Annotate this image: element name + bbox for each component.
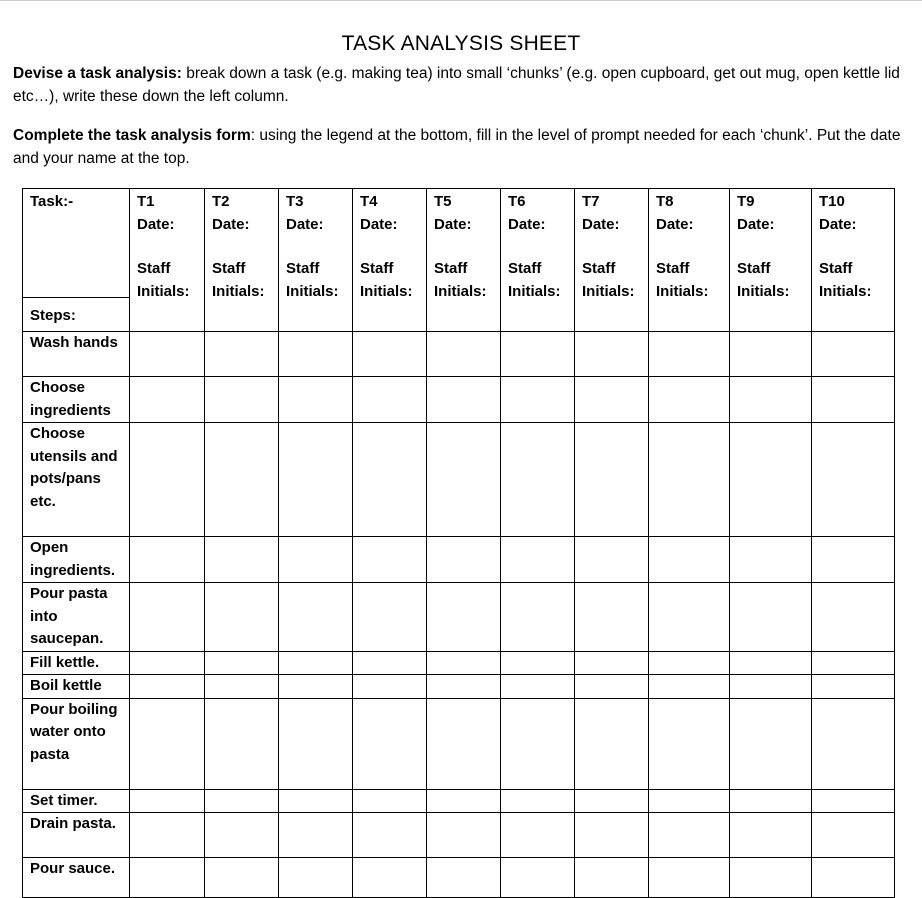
prompt-level-cell[interactable] <box>279 651 353 675</box>
prompt-level-cell[interactable] <box>730 332 812 377</box>
task-label: Task:- <box>30 193 74 210</box>
prompt-level-cell[interactable] <box>353 377 427 423</box>
staff-label: Staff <box>819 260 853 277</box>
prompt-level-cell[interactable] <box>205 651 279 675</box>
date-label: Date: <box>656 215 694 233</box>
steps-cell <box>23 298 130 332</box>
prompt-level-cell[interactable] <box>130 789 205 813</box>
step-label-cell <box>23 651 130 675</box>
prompt-level-cell[interactable] <box>575 332 649 377</box>
prompt-level-cell[interactable] <box>649 423 730 537</box>
initials-label: Initials: <box>582 282 635 300</box>
prompt-level-cell[interactable] <box>730 423 812 537</box>
instruction-devise-text: break down a task (e.g. making tea) into small ‘chunks’ (e.g. open cupboard, get out mug, open kettle lid etc…), write these down the left column. <box>13 65 900 105</box>
step-label-cell <box>23 377 130 423</box>
trial-header-cell[interactable] <box>427 189 501 332</box>
step-label: Pour boiling water onto pasta <box>30 700 118 763</box>
prompt-level-cell[interactable] <box>279 789 353 813</box>
step-row <box>23 651 895 675</box>
prompt-level-cell[interactable] <box>730 813 812 858</box>
step-label: Wash hands <box>30 334 118 351</box>
instruction-devise-heading: Devise a task analysis: <box>13 65 182 82</box>
prompt-level-cell[interactable] <box>501 675 575 699</box>
trial-header-cell[interactable] <box>130 189 205 332</box>
prompt-level-cell[interactable] <box>130 651 205 675</box>
trial-header-cell[interactable] <box>649 189 730 332</box>
prompt-level-cell[interactable] <box>575 789 649 813</box>
prompt-level-cell[interactable] <box>575 377 649 423</box>
step-label: Choose ingredients <box>30 379 111 419</box>
staff-label: Staff <box>360 260 394 277</box>
step-row <box>23 332 895 377</box>
prompt-level-cell[interactable] <box>130 813 205 858</box>
step-label: Set timer. <box>30 791 98 809</box>
prompt-level-cell[interactable] <box>130 698 205 789</box>
date-label: Date: <box>582 215 620 233</box>
trial-label: T3 <box>286 193 304 210</box>
prompt-level-cell[interactable] <box>353 789 427 813</box>
prompt-level-cell[interactable] <box>812 423 895 537</box>
prompt-level-cell[interactable] <box>730 675 812 699</box>
step-label-cell <box>23 675 130 699</box>
prompt-level-cell[interactable] <box>427 332 501 377</box>
step-label-cell <box>23 789 130 813</box>
staff-label: Staff <box>137 260 171 277</box>
top-border-line <box>0 0 922 1</box>
staff-label: Staff <box>582 260 616 277</box>
page-title: TASK ANALYSIS SHEET <box>341 32 581 55</box>
date-label: Date: <box>212 215 250 233</box>
prompt-level-cell[interactable] <box>130 423 205 537</box>
staff-label: Staff <box>434 260 468 277</box>
prompt-level-cell[interactable] <box>353 813 427 858</box>
prompt-level-cell[interactable] <box>427 813 501 858</box>
instruction-complete <box>13 124 908 170</box>
prompt-level-cell[interactable] <box>730 651 812 675</box>
prompt-level-cell[interactable] <box>279 698 353 789</box>
prompt-level-cell[interactable] <box>575 698 649 789</box>
step-label: Fill kettle. <box>30 653 100 671</box>
prompt-level-cell[interactable] <box>812 698 895 789</box>
staff-label: Staff <box>737 260 771 277</box>
trial-header-cell[interactable] <box>279 189 353 332</box>
prompt-level-cell[interactable] <box>205 537 279 583</box>
prompt-level-cell[interactable] <box>427 789 501 813</box>
prompt-level-cell[interactable] <box>279 332 353 377</box>
prompt-level-cell[interactable] <box>575 583 649 652</box>
staff-label: Staff <box>212 260 246 277</box>
trial-header-cell[interactable] <box>575 189 649 332</box>
task-analysis-table <box>22 188 895 898</box>
step-label-cell <box>23 583 130 652</box>
date-label: Date: <box>360 215 398 233</box>
prompt-level-cell[interactable] <box>427 423 501 537</box>
step-label: Open ingredients. <box>30 539 116 579</box>
prompt-level-cell[interactable] <box>205 789 279 813</box>
trial-label: T9 <box>737 193 755 210</box>
prompt-level-cell[interactable] <box>812 813 895 858</box>
prompt-level-cell[interactable] <box>130 537 205 583</box>
prompt-level-cell[interactable] <box>812 675 895 699</box>
initials-label: Initials: <box>434 282 487 300</box>
staff-label: Staff <box>508 260 542 277</box>
prompt-level-cell[interactable] <box>575 675 649 699</box>
step-label: Drain pasta. <box>30 815 116 832</box>
prompt-level-cell[interactable] <box>353 583 427 652</box>
date-label: Date: <box>819 215 857 233</box>
prompt-level-cell[interactable] <box>649 651 730 675</box>
initials-label: Initials: <box>737 282 790 300</box>
task-cell[interactable] <box>23 189 130 298</box>
step-label-cell <box>23 537 130 583</box>
step-row <box>23 537 895 583</box>
prompt-level-cell[interactable] <box>575 423 649 537</box>
prompt-level-cell[interactable] <box>205 332 279 377</box>
prompt-level-cell[interactable] <box>649 377 730 423</box>
prompt-level-cell[interactable] <box>649 583 730 652</box>
date-label: Date: <box>508 215 546 233</box>
staff-label: Staff <box>656 260 690 277</box>
prompt-level-cell[interactable] <box>730 377 812 423</box>
trial-header-cell[interactable] <box>353 189 427 332</box>
trial-header-cell[interactable] <box>812 189 895 332</box>
instruction-complete-heading: Complete the task analysis form <box>13 127 251 144</box>
header-row <box>23 189 895 298</box>
step-row <box>23 675 895 699</box>
step-row <box>23 423 895 537</box>
prompt-level-cell[interactable] <box>353 332 427 377</box>
steps-label: Steps: <box>30 307 76 324</box>
prompt-level-cell[interactable] <box>575 651 649 675</box>
date-label: Date: <box>137 215 175 233</box>
step-row <box>23 789 895 813</box>
prompt-level-cell[interactable] <box>130 377 205 423</box>
trial-label: T6 <box>508 193 526 210</box>
prompt-level-cell[interactable] <box>427 698 501 789</box>
initials-label: Initials: <box>819 282 872 300</box>
prompt-level-cell[interactable] <box>501 813 575 858</box>
prompt-level-cell[interactable] <box>812 332 895 377</box>
prompt-level-cell[interactable] <box>205 423 279 537</box>
prompt-level-cell[interactable] <box>730 698 812 789</box>
step-label-cell <box>23 698 130 789</box>
trial-header-cell[interactable] <box>730 189 812 332</box>
step-label: Pour pasta into saucepan. <box>30 585 108 647</box>
date-label: Date: <box>286 215 324 233</box>
step-row <box>23 377 895 423</box>
prompt-level-cell[interactable] <box>353 698 427 789</box>
trial-label: T1 <box>137 193 155 210</box>
prompt-level-cell[interactable] <box>575 537 649 583</box>
trial-label: T10 <box>819 193 845 210</box>
prompt-level-cell[interactable] <box>130 332 205 377</box>
trial-label: T4 <box>360 193 378 210</box>
step-label: Boil kettle <box>30 677 102 694</box>
step-label-cell <box>23 423 130 537</box>
trial-label: T8 <box>656 193 674 210</box>
prompt-level-cell[interactable] <box>279 377 353 423</box>
prompt-level-cell[interactable] <box>205 583 279 652</box>
prompt-level-cell[interactable] <box>353 651 427 675</box>
prompt-level-cell[interactable] <box>649 813 730 858</box>
prompt-level-cell[interactable] <box>427 583 501 652</box>
step-label-cell <box>23 332 130 377</box>
prompt-level-cell[interactable] <box>279 813 353 858</box>
step-label: Choose utensils and pots/pans etc. <box>30 425 118 510</box>
initials-label: Initials: <box>137 282 190 300</box>
prompt-level-cell[interactable] <box>649 537 730 583</box>
prompt-level-cell[interactable] <box>353 675 427 699</box>
prompt-level-cell[interactable] <box>501 698 575 789</box>
prompt-level-cell[interactable] <box>279 675 353 699</box>
prompt-level-cell[interactable] <box>205 813 279 858</box>
prompt-level-cell[interactable] <box>427 377 501 423</box>
prompt-level-cell[interactable] <box>812 583 895 652</box>
initials-label: Initials: <box>286 282 339 300</box>
prompt-level-cell[interactable] <box>427 675 501 699</box>
prompt-level-cell[interactable] <box>501 377 575 423</box>
prompt-level-cell[interactable] <box>205 698 279 789</box>
prompt-level-cell[interactable] <box>279 423 353 537</box>
prompt-level-cell[interactable] <box>130 583 205 652</box>
prompt-level-cell[interactable] <box>649 789 730 813</box>
instruction-devise <box>13 62 908 108</box>
step-label: Pour sauce. <box>30 860 116 877</box>
prompt-level-cell[interactable] <box>649 698 730 789</box>
prompt-level-cell[interactable] <box>279 583 353 652</box>
staff-label: Staff <box>286 260 320 277</box>
initials-label: Initials: <box>212 282 265 300</box>
date-label: Date: <box>737 215 775 233</box>
prompt-level-cell[interactable] <box>730 537 812 583</box>
trial-label: T5 <box>434 193 452 210</box>
step-row <box>23 583 895 652</box>
prompt-level-cell[interactable] <box>501 332 575 377</box>
prompt-level-cell[interactable] <box>501 537 575 583</box>
prompt-level-cell[interactable] <box>501 789 575 813</box>
prompt-level-cell[interactable] <box>649 332 730 377</box>
prompt-level-cell[interactable] <box>279 537 353 583</box>
prompt-level-cell[interactable] <box>130 675 205 699</box>
trial-header-cell[interactable] <box>205 189 279 332</box>
prompt-level-cell[interactable] <box>427 537 501 583</box>
step-row <box>23 698 895 789</box>
prompt-level-cell[interactable] <box>501 651 575 675</box>
initials-label: Initials: <box>656 282 709 300</box>
prompt-level-cell[interactable] <box>812 789 895 813</box>
initials-label: Initials: <box>360 282 413 300</box>
prompt-level-cell[interactable] <box>205 377 279 423</box>
prompt-level-cell[interactable] <box>353 537 427 583</box>
prompt-level-cell[interactable] <box>812 377 895 423</box>
trial-label: T7 <box>582 193 600 210</box>
prompt-level-cell[interactable] <box>730 789 812 813</box>
step-row <box>23 813 895 858</box>
initials-label: Initials: <box>508 282 561 300</box>
prompt-level-cell[interactable] <box>649 675 730 699</box>
prompt-level-cell[interactable] <box>812 537 895 583</box>
prompt-level-cell[interactable] <box>427 651 501 675</box>
prompt-level-cell[interactable] <box>575 813 649 858</box>
date-label: Date: <box>434 215 472 233</box>
step-label-cell <box>23 813 130 858</box>
prompt-level-cell[interactable] <box>501 423 575 537</box>
prompt-level-cell[interactable] <box>812 651 895 675</box>
instruction-complete-text: : using the legend at the bottom, fill in the level of prompt needed for each ‘chunk’. Put the date and your name at the top. <box>13 127 901 167</box>
prompt-level-cell[interactable] <box>730 583 812 652</box>
trial-header-cell[interactable] <box>501 189 575 332</box>
prompt-level-cell[interactable] <box>353 423 427 537</box>
trial-label: T2 <box>212 193 230 210</box>
prompt-level-cell[interactable] <box>501 583 575 652</box>
prompt-level-cell[interactable] <box>205 675 279 699</box>
